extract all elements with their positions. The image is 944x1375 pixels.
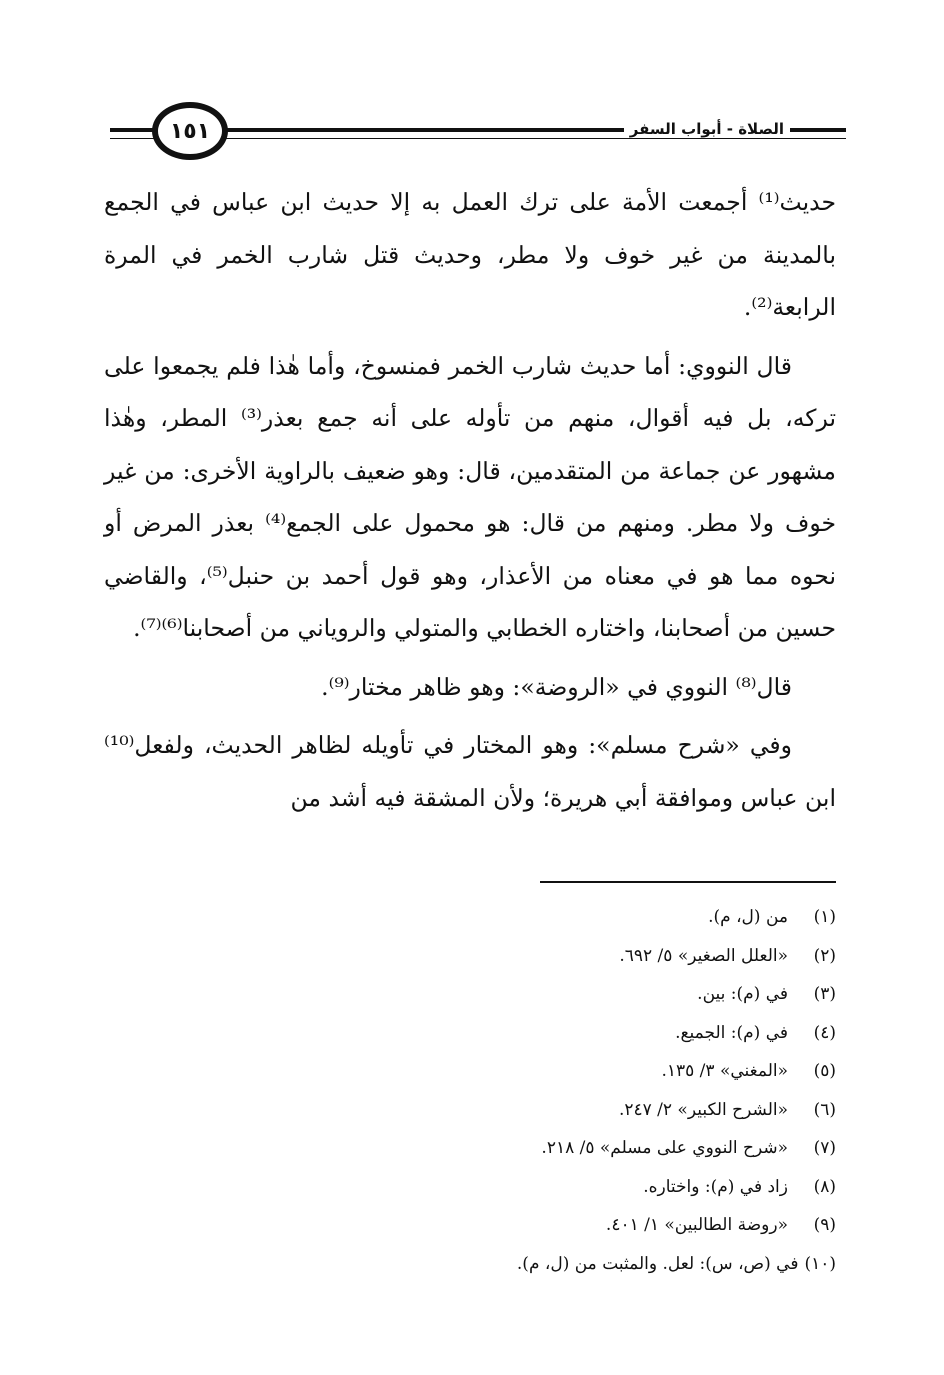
footnote-number: (٦) [813, 1099, 836, 1120]
footnote-text: في (م): بين. [697, 984, 788, 1004]
footnote-number: (٣) [813, 984, 836, 1004]
footnote-number: (٩) [813, 1215, 836, 1235]
footnote-number: (٤) [813, 1022, 836, 1043]
page-header [110, 98, 846, 168]
running-title: الصلاة - أبواب السفر [624, 120, 790, 138]
footnote-item [104, 1168, 836, 1207]
footnote-item [104, 1206, 836, 1245]
footnote-separator [540, 881, 836, 883]
footnote-number: (٥) [813, 1061, 836, 1081]
footnote-text: زاد في (م): واختاره. [643, 1176, 788, 1197]
footnote-text: في (م): الجميع. [675, 1022, 788, 1043]
footnote-item [104, 898, 836, 937]
footnote-number: (١) [813, 907, 836, 927]
footnote-item [104, 1052, 836, 1091]
footnote-text: «روضة الطالبين» ١/ ٤٠١. [605, 1215, 788, 1235]
footnote-text: «العلل الصغير» ٥/ ٦٩٢. [619, 945, 788, 966]
footnote-text: من (ل، م). [708, 907, 788, 927]
main-text [104, 176, 836, 830]
footnote-item [104, 975, 836, 1014]
footnote-item [104, 937, 836, 976]
footnote-number: (٢) [813, 945, 836, 966]
footnote-number: (١٠) [804, 1253, 836, 1274]
footnote-number: (٨) [813, 1176, 836, 1197]
footnote-text: في (ص، س): لعل. والمثبت من (ل، م). [516, 1253, 799, 1274]
header-rule-right-thin [220, 138, 846, 139]
footnote-item [104, 1014, 836, 1053]
footnote-text: «شرح النووي على مسلم» ٥/ ٢١٨. [541, 1138, 788, 1158]
footnotes-list [104, 898, 836, 1283]
footnote-text: «الشرح الكبير» ٢/ ٢٤٧. [618, 1099, 788, 1120]
footnote-text: «المغني» ٣/ ١٣٥. [661, 1061, 788, 1081]
footnote-item [104, 1091, 836, 1130]
paragraph-1: حديث⁽¹⁾ أجمعت الأمة على ترك العمل به إلا حديث ابن عباس في الجمع بالمدينة من غير خوف ولا مطر، وحديث قتل شارب الخمر في المرة الرابعة⁽²⁾. [104, 188, 836, 321]
paragraph-2: قال النووي: أما حديث شارب الخمر فمنسوخ، وأما هٰذا فلم يجمعوا على تركه، بل فيه أقوال، منهم من تأوله على أنه جمع بعذر⁽³⁾ المطر، وهٰذا مشهور عن جماعة من المتقدمين، قال: وهو ضعيف بالراوية الأخرى: من غير خوف ولا مطر. ومنهم من قال: هو محمول على الجمع⁽⁴⁾ بعذر المرض أو نحوه مما هو في معناه من الأعذار، وهو قول أحمد بن حنبل⁽⁵⁾، والقاضي حسين من أصحابنا، واختاره الخطابي والمتولي والروياني من أصحابنا⁽⁶⁾⁽⁷⁾. [104, 351, 837, 642]
footnote-number: (٧) [813, 1138, 836, 1158]
footnote-item [104, 1245, 836, 1284]
paragraph-4: وفي «شرح مسلم»: وهو المختار في تأويله لظاهر الحديث، ولفعل⁽¹⁰⁾ ابن عباس وموافقة أبي هريرة؛ ولأن المشقة فيه أشد من [104, 731, 836, 812]
page-number: ١٥١ [152, 102, 228, 160]
paragraph-3: قال⁽⁸⁾ النووي في «الروضة»: وهو ظاهر مختار⁽⁹⁾. [321, 672, 792, 701]
footnote-item [104, 1129, 836, 1168]
